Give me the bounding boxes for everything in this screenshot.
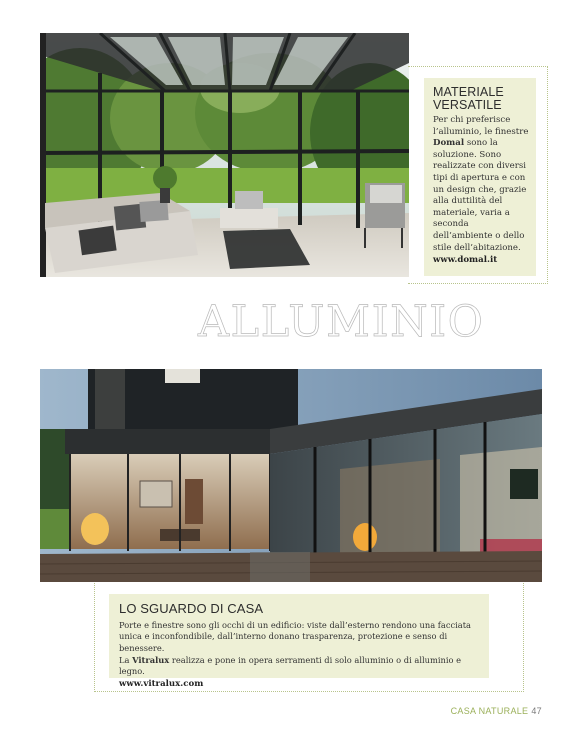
page-number: 47 (531, 706, 542, 716)
bottom-info-box (109, 594, 489, 690)
brand-vitralux: Vitralux (132, 654, 170, 665)
bottom-box-title: LO SGUARDO DI CASA (119, 601, 264, 616)
section-heading: ALLUMINIO (198, 297, 485, 347)
brand-domal: Domal (433, 138, 465, 149)
magazine-name: CASA NATURALE (450, 706, 529, 716)
page-folio (451, 706, 542, 716)
vitralux-link[interactable]: www.vitralux.com (119, 679, 204, 690)
conservatory-photo (40, 33, 409, 277)
bottom-box-text: Porte e finestre sono gli occhi di un edificio: viste dall’esterno rendono una facciata unica e inconfondibile, dall’interno donano trasparenza, protezione e senso di benessere. La Vitralux realizza e pone in opera serramenti di solo alluminio o di alluminio e legno. (119, 619, 472, 677)
top-box-text: Per chi preferisce l’alluminio, le finestre Domal sono la soluzione. Sono realizzate con diversi tipi di apertura e con un design che, grazie alla duttilità del materiale, varia a seconda dell’ambiente o dello stile dell’abitazione. (433, 115, 529, 253)
top-info-box (424, 78, 536, 276)
house-photo (40, 369, 542, 582)
top-box-title: MATERIALE VERSATILE (433, 85, 504, 112)
domal-link[interactable]: www.domal.it (433, 255, 498, 266)
